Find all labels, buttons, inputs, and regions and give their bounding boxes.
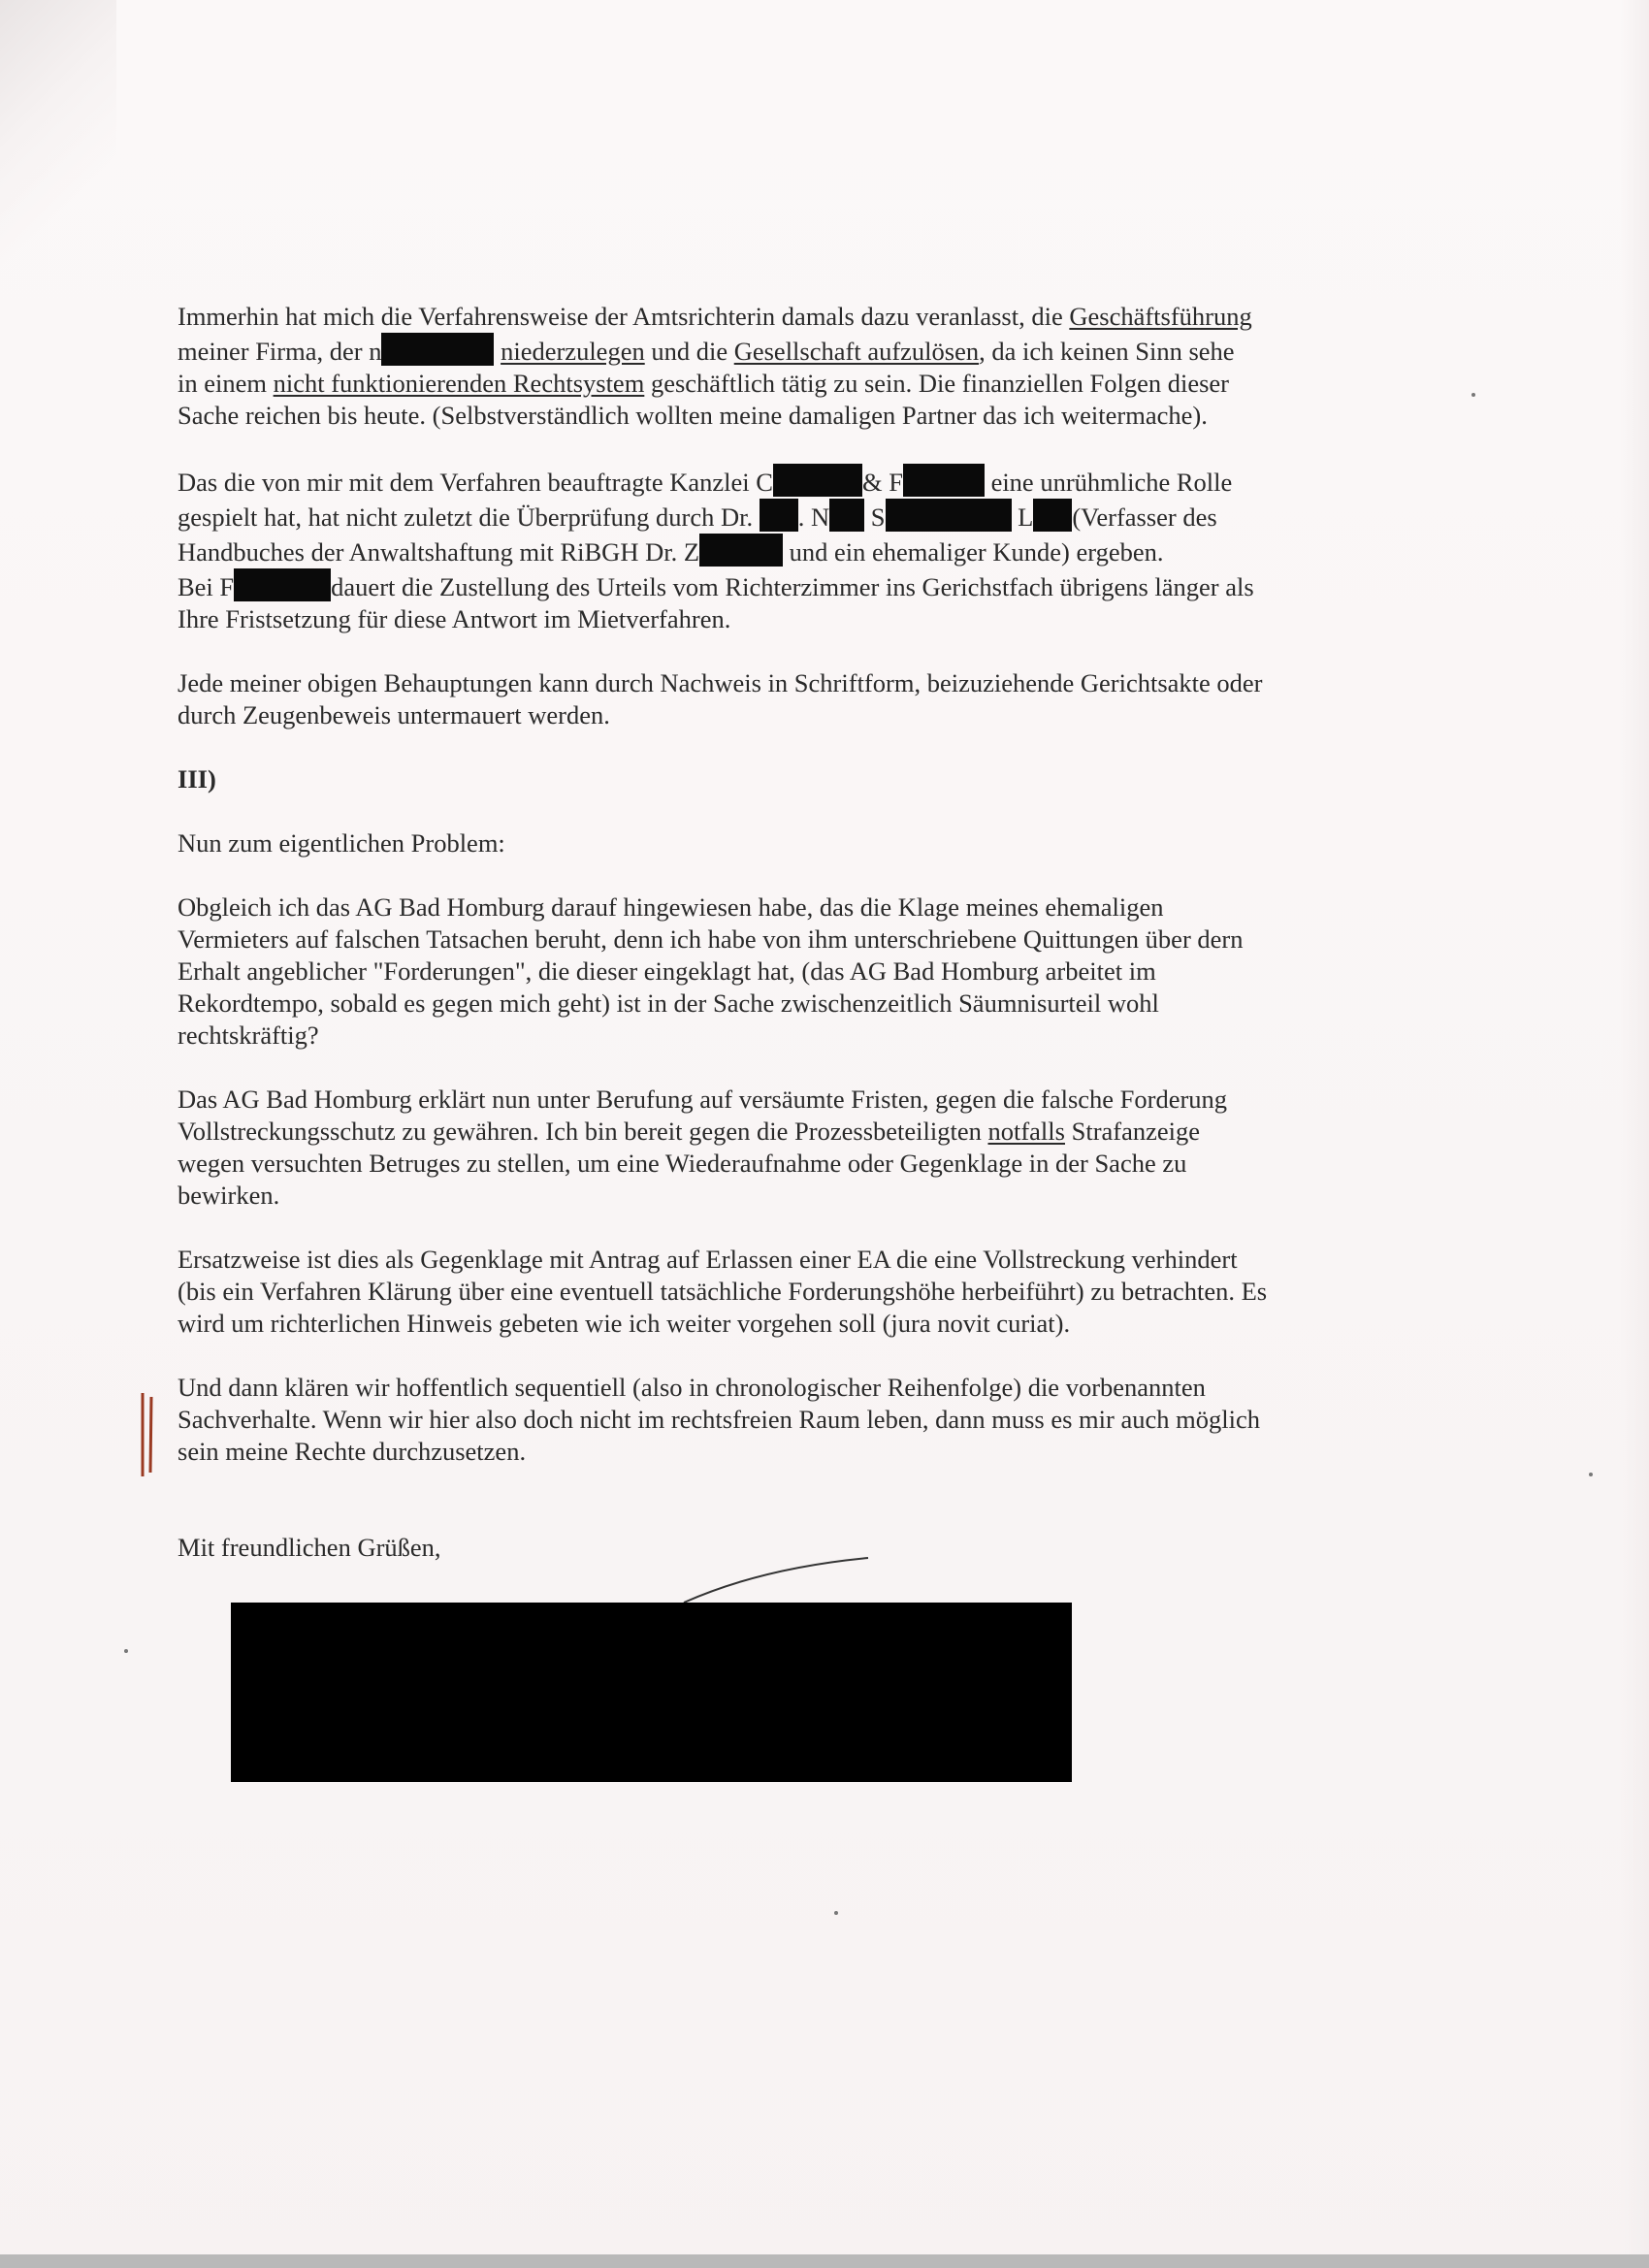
underlined-text: niederzulegen — [501, 337, 645, 366]
redacted-signature-block — [231, 1603, 1072, 1782]
paragraph-5 — [178, 891, 1429, 1052]
scan-speck — [1471, 393, 1475, 397]
text-line: Obgleich ich das AG Bad Homburg darauf hingewiesen habe, das die Klage meines ehemaligen — [178, 892, 1164, 922]
text-line: Und dann klären wir hoffentlich sequentiell (also in chronologischer Reihenfolge) die vorbenannten — [178, 1373, 1206, 1402]
text-segment: in einem — [178, 369, 274, 398]
redaction-bar — [381, 333, 494, 366]
text-line: bewirken. — [178, 1181, 280, 1210]
closing-salutation: Mit freundlichen Grüßen, — [178, 1533, 441, 1562]
underlined-text: Geschäftsführung — [1069, 302, 1252, 331]
text-line — [178, 568, 1429, 603]
text-line — [178, 333, 1429, 368]
underlined-text: nicht funktionierenden Rechtsystem — [273, 369, 645, 398]
text-line: Ersatzweise ist dies als Gegenklage mit Antrag auf Erlassen einer EA die eine Vollstreckung verhindert — [178, 1245, 1238, 1274]
text-segment: & F — [861, 468, 903, 497]
paragraph-6 — [178, 1084, 1429, 1212]
text-line — [178, 464, 1429, 499]
text-line — [178, 1116, 1429, 1148]
text-segment: Immerhin hat mich die Verfahrensweise der Amtsrichterin damals dazu veranlasst, die — [178, 302, 1070, 331]
paragraph-7 — [178, 1244, 1429, 1340]
text-segment: Vollstreckungsschutz zu gewähren. Ich bin bereit gegen die Prozessbeteiligten — [178, 1117, 988, 1146]
text-line: Rekordtempo, sobald es gegen mich geht) ist in der Sache zwischenzeitlich Säumnisurteil wohl — [178, 988, 1159, 1018]
text-segment: eine unrühmliche Rolle — [984, 468, 1233, 497]
paragraph-8 — [178, 1372, 1429, 1468]
redaction-bar — [903, 464, 985, 497]
paragraph-4: Nun zum eigentlichen Problem: — [178, 828, 505, 858]
text-segment: und die — [644, 337, 734, 366]
text-line: wird um richterlichen Hinweis gebeten wie ich weiter vorgehen soll (jura novit curiat). — [178, 1309, 1071, 1338]
text-segment: gespielt hat, hat nicht zuletzt die Überprüfung durch Dr. — [178, 502, 760, 532]
text-segment: Handbuches der Anwaltshaftung mit RiBGH Dr. Z — [178, 537, 700, 567]
underlined-text: Gesellschaft aufzulösen — [733, 337, 980, 366]
scan-speck — [1589, 1473, 1593, 1476]
redaction-bar — [760, 499, 798, 532]
redaction-bar — [886, 499, 1012, 532]
scan-edge-bottom — [0, 2254, 1649, 2268]
text-line: durch Zeugenbeweis untermauert werden. — [178, 700, 610, 729]
text-line: Sache reichen bis heute. (Selbstverständlich wollten meine damaligen Partner das ich weitermache). — [178, 401, 1208, 430]
text-line: Sachverhalte. Wenn wir hier also doch nicht im rechtsfreien Raum leben, dann muss es mir auch möglich — [178, 1405, 1260, 1434]
text-line: Das AG Bad Homburg erklärt nun unter Berufung auf versäumte Fristen, gegen die falsche Forderung — [178, 1085, 1228, 1114]
scan-speck — [124, 1649, 128, 1653]
text-segment: Strafanzeige — [1064, 1117, 1201, 1146]
text-line: Erhalt angeblicher "Forderungen", die dieser eingeklagt hat, (das AG Bad Homburg arbeitet im — [178, 956, 1156, 986]
paper-fold-corner — [0, 0, 116, 272]
text-line — [178, 368, 1429, 400]
letter-body — [178, 301, 1429, 1564]
text-line: (bis ein Verfahren Klärung über eine eventuell tatsächliche Forderungshöhe herbeiführt) zu betrachten. Es — [178, 1277, 1268, 1306]
text-line: wegen versuchten Betruges zu stellen, um eine Wiederaufnahme oder Gegenklage in der Sache zu — [178, 1149, 1187, 1178]
text-segment: S — [870, 502, 886, 532]
section-heading: III) — [178, 764, 216, 794]
paragraph-3 — [178, 667, 1429, 731]
text-segment: (Verfasser des — [1072, 502, 1217, 532]
redaction-bar — [773, 464, 862, 497]
scan-speck — [834, 1911, 838, 1915]
text-line: sein meine Rechte durchzusetzen. — [178, 1437, 527, 1466]
text-segment: und ein ehemaliger Kunde) ergeben. — [789, 537, 1164, 567]
redaction-bar — [829, 499, 864, 532]
text-segment: Bei F — [178, 572, 235, 601]
text-segment: meiner Firma, der n — [178, 337, 382, 366]
paragraph-2 — [178, 464, 1429, 635]
redaction-bar — [699, 534, 783, 567]
text-line: Vermieters auf falschen Tatsachen beruht, denn ich habe von ihm unterschriebene Quittungen über dern — [178, 924, 1244, 954]
text-segment: Das die von mir mit dem Verfahren beauftragte Kanzlei C — [178, 468, 773, 497]
text-line — [178, 301, 1429, 333]
redaction-bar — [234, 568, 331, 601]
text-segment: dauert die Zustellung des Urteils vom Richterzimmer ins Gerichstfach übrigens länger als — [331, 572, 1254, 601]
text-line — [178, 534, 1429, 568]
margin-mark-icon — [139, 1391, 156, 1478]
text-segment: geschäftlich tätig zu sein. Die finanziellen Folgen dieser — [644, 369, 1229, 398]
redaction-bar — [1033, 499, 1072, 532]
paragraph-1 — [178, 301, 1429, 432]
text-line: Ihre Fristsetzung für diese Antwort im Mietverfahren. — [178, 604, 731, 633]
text-line: rechtskräftig? — [178, 1021, 319, 1050]
underlined-text: notfalls — [987, 1117, 1065, 1146]
text-segment: N — [811, 502, 830, 532]
text-line: Jede meiner obigen Behauptungen kann durch Nachweis in Schriftform, beizuziehende Gerichtsakte oder — [178, 668, 1263, 697]
text-segment: , da ich keinen Sinn sehe — [979, 337, 1235, 366]
text-line: gespielt hat, hat nicht zuletzt die Überprüfung durch Dr. . N S L (Verfasser des — [178, 499, 1429, 534]
text-segment: L — [1018, 502, 1034, 532]
paper-edge-right — [1620, 0, 1649, 2268]
